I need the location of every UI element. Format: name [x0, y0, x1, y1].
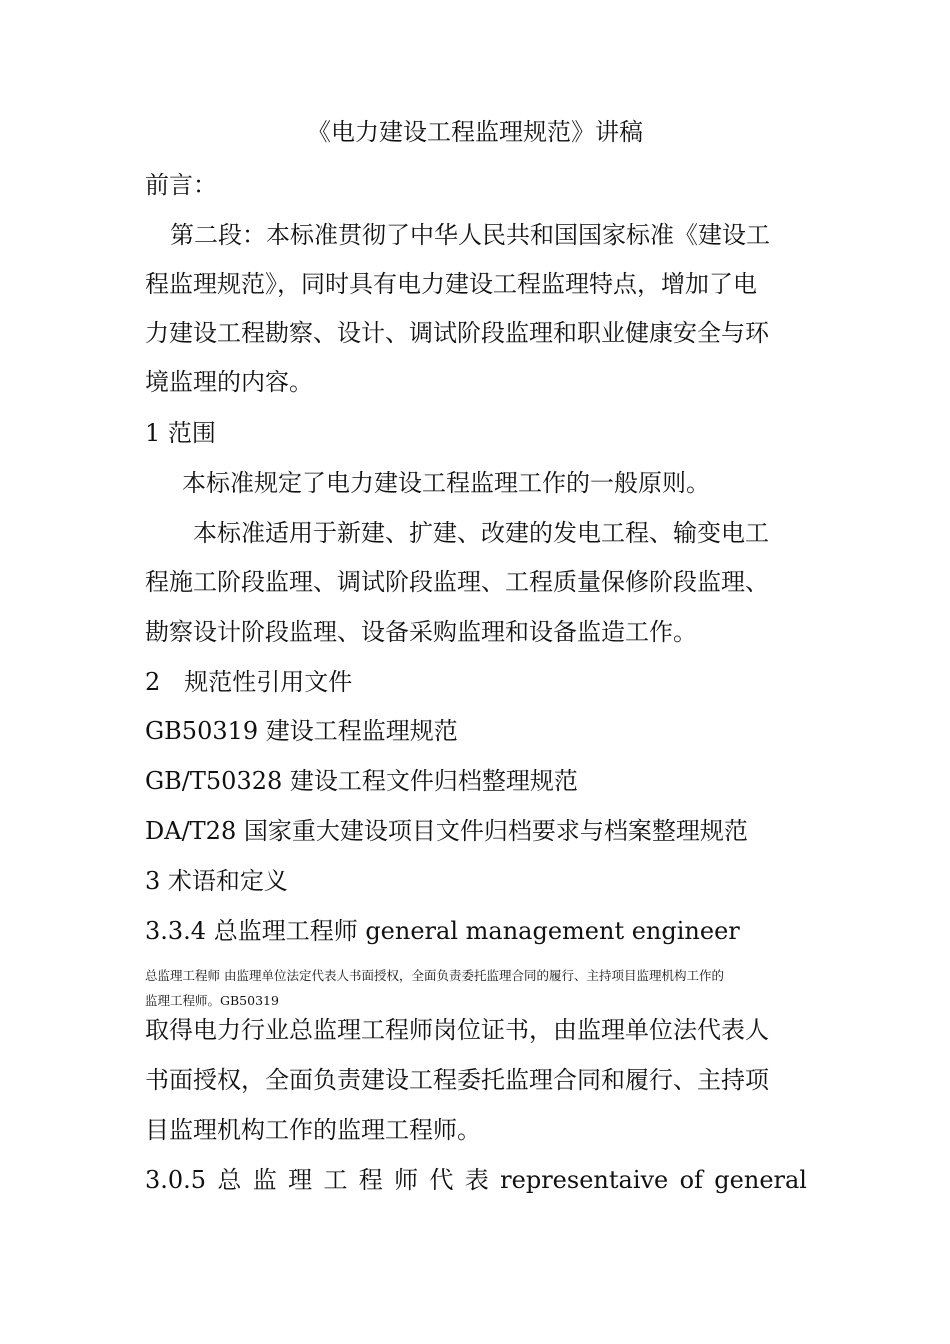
- reference-item: GB/T50328 建设工程文件归档整理规范: [145, 767, 578, 795]
- term-2-word: representaive: [500, 1166, 669, 1194]
- reference-item: GB50319 建设工程监理规范: [145, 717, 458, 745]
- term-2-char: 程: [358, 1166, 383, 1194]
- term-2-char: 代: [429, 1166, 454, 1194]
- reference-item: DA/T28 国家重大建设项目文件归档要求与档案整理规范: [145, 817, 748, 845]
- section-1-line: 勘察设计阶段监理、设备采购监理和设备监造工作。: [145, 618, 697, 646]
- term-2-char: 监: [252, 1166, 277, 1194]
- term-2-char: 师: [394, 1166, 419, 1194]
- section-1-heading: 1 范围: [145, 419, 216, 447]
- preface-line: 境监理的内容。: [145, 368, 313, 396]
- term-body-line: 书面授权，全面负责建设工程委托监理合同和履行、主持项: [145, 1066, 769, 1094]
- document-title: 《电力建设工程监理规范》讲稿: [307, 118, 643, 146]
- term-heading: 3.3.4 总监理工程师 general management engineer: [145, 917, 740, 945]
- term-2-char: 工: [323, 1166, 348, 1194]
- term-2-char: 表: [464, 1166, 489, 1194]
- preface-line: 程监理规范》，同时具有电力建设工程监理特点，增加了电: [145, 270, 757, 298]
- term-body-line: 目监理机构工作的监理工程师。: [145, 1116, 481, 1144]
- term-2-word: of: [679, 1166, 703, 1194]
- preface-heading: 前言：: [145, 171, 217, 199]
- preface-line: 力建设工程勘察、设计、调试阶段监理和职业健康安全与环: [145, 319, 769, 347]
- term-2-word: general: [714, 1166, 807, 1194]
- term-body-line: 取得电力行业总监理工程师岗位证书，由监理单位法代表人: [145, 1016, 769, 1044]
- term-note-line: 总监理工程师 由监理单位法定代表人书面授权，全面负责委托监理合同的履行、主持项目监理机构工作的: [145, 968, 724, 983]
- term-2-number: 3.0.5: [145, 1166, 207, 1194]
- term-2-heading: [145, 1165, 807, 1195]
- term-note-line: 监理工程师。GB50319: [145, 993, 279, 1008]
- section-3-heading: 3 术语和定义: [145, 867, 288, 895]
- term-2-char: 总: [217, 1166, 242, 1194]
- section-1-line: 本标准规定了电力建设工程监理工作的一般原则。: [182, 469, 710, 497]
- preface-line: 第二段：本标准贯彻了中华人民共和国国家标准《建设工: [170, 221, 770, 249]
- section-1-line: 程施工阶段监理、调试阶段监理、工程质量保修阶段监理、: [145, 568, 769, 596]
- section-1-line: 本标准适用于新建、扩建、改建的发电工程、输变电工: [193, 519, 769, 547]
- section-2-heading: 2 规范性引用文件: [145, 668, 353, 696]
- term-2-char: 理: [288, 1166, 313, 1194]
